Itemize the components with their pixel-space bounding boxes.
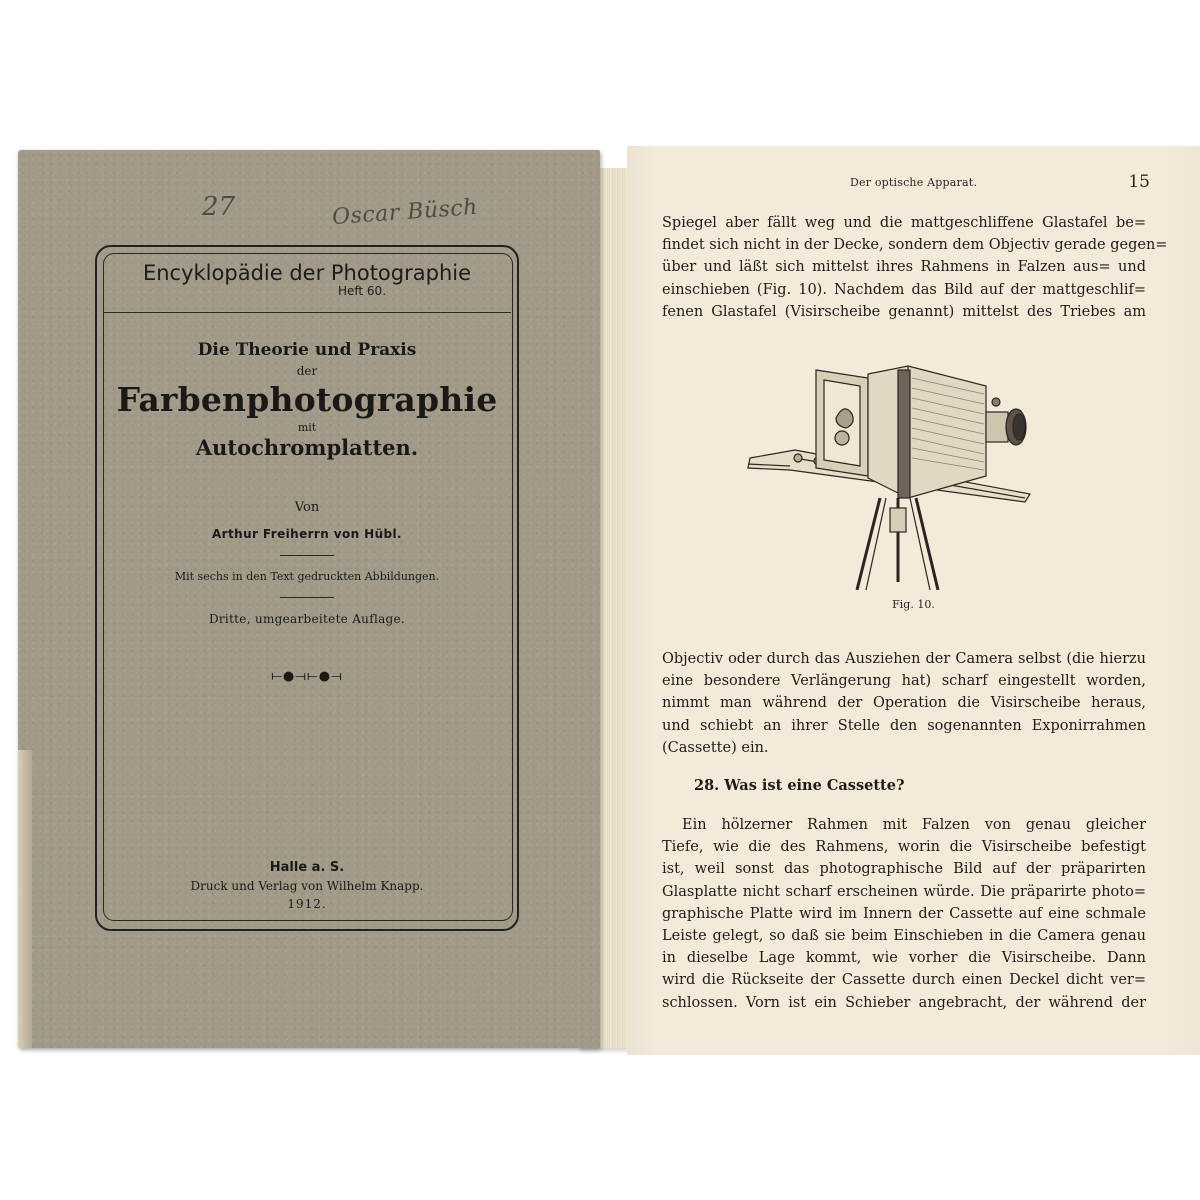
text-line: schlossen. Vorn ist ein Schieber angebracht, der während der — [662, 994, 1146, 1011]
title-line-2: der — [296, 364, 318, 378]
text-line: Tiefe, wie die des Rahmens, worin die Visirscheibe befestigt — [662, 839, 1146, 856]
publisher-name: Druck und Verlag von Wilhelm Knapp. — [190, 879, 424, 893]
handwritten-signature — [196, 164, 516, 231]
lens-icon — [986, 398, 1026, 445]
running-head — [627, 174, 1200, 194]
text-line: Ein hölzerner Rahmen mit Falzen von genau gleicher — [682, 817, 1146, 833]
paragraph-2 — [662, 648, 1146, 759]
paragraph-1 — [662, 212, 1168, 323]
running-title: Der optische Apparat. — [849, 176, 978, 189]
camera-illustration — [740, 358, 1040, 590]
series-issue: Heft 60. — [337, 284, 387, 298]
camera-body — [868, 366, 986, 498]
divider-2 — [280, 597, 334, 598]
tripod-icon — [857, 498, 938, 590]
by-label: Von — [294, 500, 320, 515]
cover-wear — [18, 750, 32, 1048]
text-line: graphische Platte wird im Innern der Cassette auf eine schmale — [662, 905, 1146, 922]
book-cover-photo — [18, 150, 616, 1057]
text-line: nimmt man während der Operation die Visirscheibe heraus, — [662, 695, 1146, 712]
cover — [18, 150, 600, 1048]
text-line: Objectiv oder durch das Ausziehen der Camera selbst (die hierzu — [662, 651, 1146, 667]
text-line: und schiebt an ihrer Stelle den sogenannten Exponirrahmen — [662, 717, 1146, 734]
inner-page — [627, 146, 1200, 1055]
main-title: Farbenphotographie — [116, 380, 498, 419]
text-line: einschieben (Fig. 10). Nachdem das Bild auf der mattgeschlif= — [662, 281, 1146, 298]
text-line: findet sich nicht in der Decke, sondern dem Objectiv gerade gegen= — [662, 237, 1168, 254]
question-heading: 28. Was ist eine Cassette? — [694, 777, 905, 794]
text-line: Glasplatte nicht scharf erscheinen würde. Die präparirte photo= — [662, 883, 1146, 900]
handwritten-number: 27 — [202, 192, 236, 222]
text-line: wird die Rückseite der Cassette durch einen Deckel dicht ver= — [662, 972, 1146, 989]
figure-caption: Fig. 10. — [892, 598, 935, 611]
ornament-icon: ⟝●⟞⟝●⟞ — [271, 669, 343, 684]
title-block — [103, 340, 511, 684]
publisher-city: Halle a. S. — [269, 860, 345, 875]
publication-year: 1912. — [287, 897, 327, 911]
title-line-4: mit — [297, 421, 317, 434]
edition-note: Dritte, umgearbeitete Auflage. — [208, 612, 406, 626]
text-line: über und läßt sich mittelst ihres Rahmens in Falzen aus= und — [662, 259, 1146, 276]
text-line: Spiegel aber fällt weg und die mattgeschliffene Glastafel be= — [662, 215, 1146, 231]
text-line: ist, weil sonst das photographische Bild auf der präparirten — [662, 861, 1146, 878]
text-line: in dieselbe Lage kommt, wie vorher die Visirscheibe. Dann — [662, 950, 1146, 967]
divider-1 — [280, 555, 334, 556]
title-line-5: Autochromplatten. — [195, 435, 419, 460]
author-name: Arthur Freiherrn von Hübl. — [212, 527, 402, 541]
text-line: eine besondere Verlängerung hat) scharf eingestellt worden, — [662, 673, 1146, 690]
series-title: Encyklopädie der Photographie — [142, 261, 472, 285]
publisher-block — [103, 860, 511, 911]
text-line: Leiste gelegt, so daß sie beim Einschieben in die Camera genau — [662, 928, 1146, 945]
text-line: fenen Glastafel (Visirscheibe genannt) mittelst des Triebes am — [662, 303, 1146, 320]
series-header — [103, 255, 511, 298]
series-divider — [103, 312, 511, 313]
page-number: 15 — [1128, 172, 1150, 192]
paragraph-3 — [662, 814, 1146, 1014]
ground-glass-frame — [816, 370, 868, 476]
text-line: (Cassette) ein. — [662, 739, 769, 756]
handwritten-owner-name: Oscar Büsch — [331, 194, 479, 231]
illustrations-note: Mit sechs in den Text gedruckten Abbildungen. — [174, 570, 440, 583]
title-line-1: Die Theorie und Praxis — [197, 340, 417, 360]
